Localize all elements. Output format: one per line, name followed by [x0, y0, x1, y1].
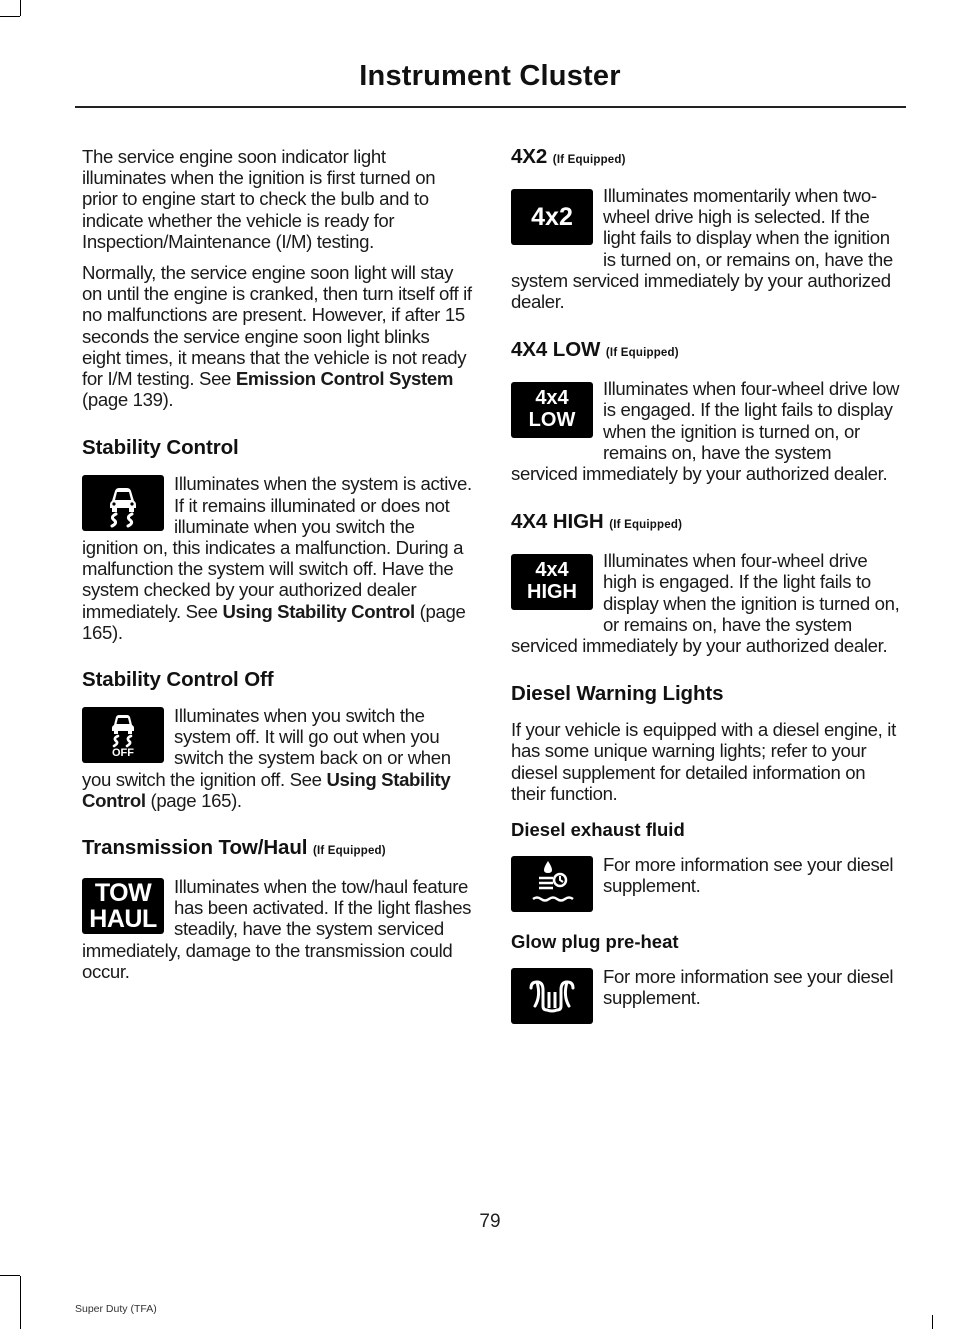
4x2-icon [511, 189, 593, 245]
tow-haul-heading-text: Transmission Tow/Haul [82, 836, 308, 860]
4x4-label: 4x4 [535, 387, 569, 410]
if-equipped-label: (If Equipped) [609, 519, 683, 532]
crop-mark [20, 1276, 21, 1329]
glow-plug-description: For more information see your diesel supplement. [603, 966, 894, 1009]
right-column [511, 146, 901, 1028]
4x4-low-section [511, 378, 901, 484]
4x4-high-heading-text: 4X4 HIGH [511, 510, 604, 534]
high-label: HIGH [527, 581, 577, 604]
using-stability-control-link[interactable]: Using Stability Control [222, 600, 415, 622]
crop-mark [20, 0, 21, 16]
intro-paragraph-1: The service engine soon indicator light illuminates when the ignition is first turned on prior to engine start to check the bulb and to indicate whether the vehicle is ready for Inspection/Maintenance (I/M) testing. [82, 146, 436, 252]
haul-label: HAUL [89, 905, 157, 934]
tow-label: TOW [94, 879, 152, 908]
def-description: For more information see your diesel supplement. [603, 854, 894, 897]
glow-plug-section [511, 966, 901, 1028]
page-title: Instrument Cluster [359, 60, 621, 92]
if-equipped-label: (If Equipped) [552, 154, 626, 166]
page-reference: (page 165). [82, 600, 466, 643]
4x4-low-heading [511, 337, 901, 366]
4x4-low-icon [511, 382, 593, 438]
tow-haul-heading [82, 835, 472, 864]
low-label: LOW [528, 409, 576, 432]
diesel-exhaust-fluid-icon [511, 856, 593, 912]
if-equipped-label: (If Equipped) [312, 845, 386, 858]
crop-mark [932, 1315, 933, 1329]
stability-control-off-heading: Stability Control Off [82, 668, 274, 692]
4x4-high-heading [511, 509, 901, 538]
4x4-high-section [511, 550, 901, 656]
intro-paragraph-2 [82, 262, 472, 410]
4x2-heading-text: 4X2 [511, 145, 548, 168]
stability-control-heading: Stability Control [82, 436, 239, 460]
stability-control-off-section [82, 705, 472, 811]
def-section [511, 854, 901, 916]
crop-mark [0, 16, 20, 17]
stability-control-off-icon [82, 707, 164, 763]
4x2-section [511, 185, 901, 312]
def-heading: Diesel exhaust fluid [511, 819, 685, 841]
tow-haul-description: Illuminates when the tow/haul feature has been activated. If the light flashes steadily, have the system serviced immediately, damage to the transmission could occur. [82, 876, 472, 982]
if-equipped-label: (If Equipped) [605, 347, 679, 360]
4x4-low-heading-text: 4X4 LOW [511, 338, 601, 362]
page-reference: (page 165). [145, 789, 242, 811]
glow-plug-icon [511, 968, 593, 1024]
tow-haul-icon [82, 878, 164, 934]
diesel-warning-heading: Diesel Warning Lights [511, 682, 724, 706]
4x2-description: Illuminates momentarily when two-wheel drive high is selected. If the light fails to display when the ignition is turned on, or remains on, have the system serviced immediately by your authorized dealer. [511, 185, 893, 313]
page-reference: (page 139). [82, 389, 174, 411]
intro-paragraph-2-text: Normally, the service engine soon light will stay on until the engine is cranked, then turn itself off if no malfunctions are present. However, if after 15 seconds the service engine soon light blinks eight times, it means that the vehicle is not ready for I/M testing. See [82, 262, 472, 390]
page-number: 79 [479, 1211, 501, 1232]
4x4-low-description: Illuminates when four-wheel drive low is engaged. If the light fails to display when the ignition is turned on, or remains on, have the system serviced immediately by your authorized dealer. [511, 378, 900, 485]
tow-haul-section [82, 876, 472, 982]
stability-control-section [82, 473, 472, 643]
4x2-heading [511, 144, 901, 173]
left-column [82, 146, 472, 992]
emission-control-link[interactable]: Emission Control System [235, 368, 454, 390]
crop-mark [0, 1275, 20, 1276]
off-label: OFF [112, 747, 134, 760]
4x4-label: 4x4 [535, 559, 569, 582]
stability-control-off-text: Illuminates when you switch the system off. It will go out when you switch the system back on or when you switch the ignition off. See [82, 705, 451, 790]
title-divider [75, 106, 906, 108]
4x4-high-description: Illuminates when four-wheel drive high is engaged. If the light fails to display when the ignition is turned on, or remains on, have the system serviced immediately by your authorized dealer. [511, 550, 900, 657]
4x4-high-icon [511, 554, 593, 610]
4x2-label: 4x2 [531, 203, 573, 231]
using-stability-control-link[interactable]: Using Stability Control [82, 768, 451, 811]
stability-control-icon [82, 475, 164, 531]
stability-control-text: Illuminates when the system is active. If it remains illuminated or does not illuminate when you switch the ignition on, this indicates a malfunction. During a malfunction the system will switch off. Have the system checked by your authorized dealer immediately. See [82, 473, 472, 622]
footer-model: Super Duty (TFA) [75, 1303, 157, 1315]
glow-plug-heading: Glow plug pre-heat [511, 931, 679, 953]
diesel-warning-intro: If your vehicle is equipped with a diesel engine, it has some unique warning lights; refer to your diesel supplement for detailed information on their function. [511, 719, 896, 804]
